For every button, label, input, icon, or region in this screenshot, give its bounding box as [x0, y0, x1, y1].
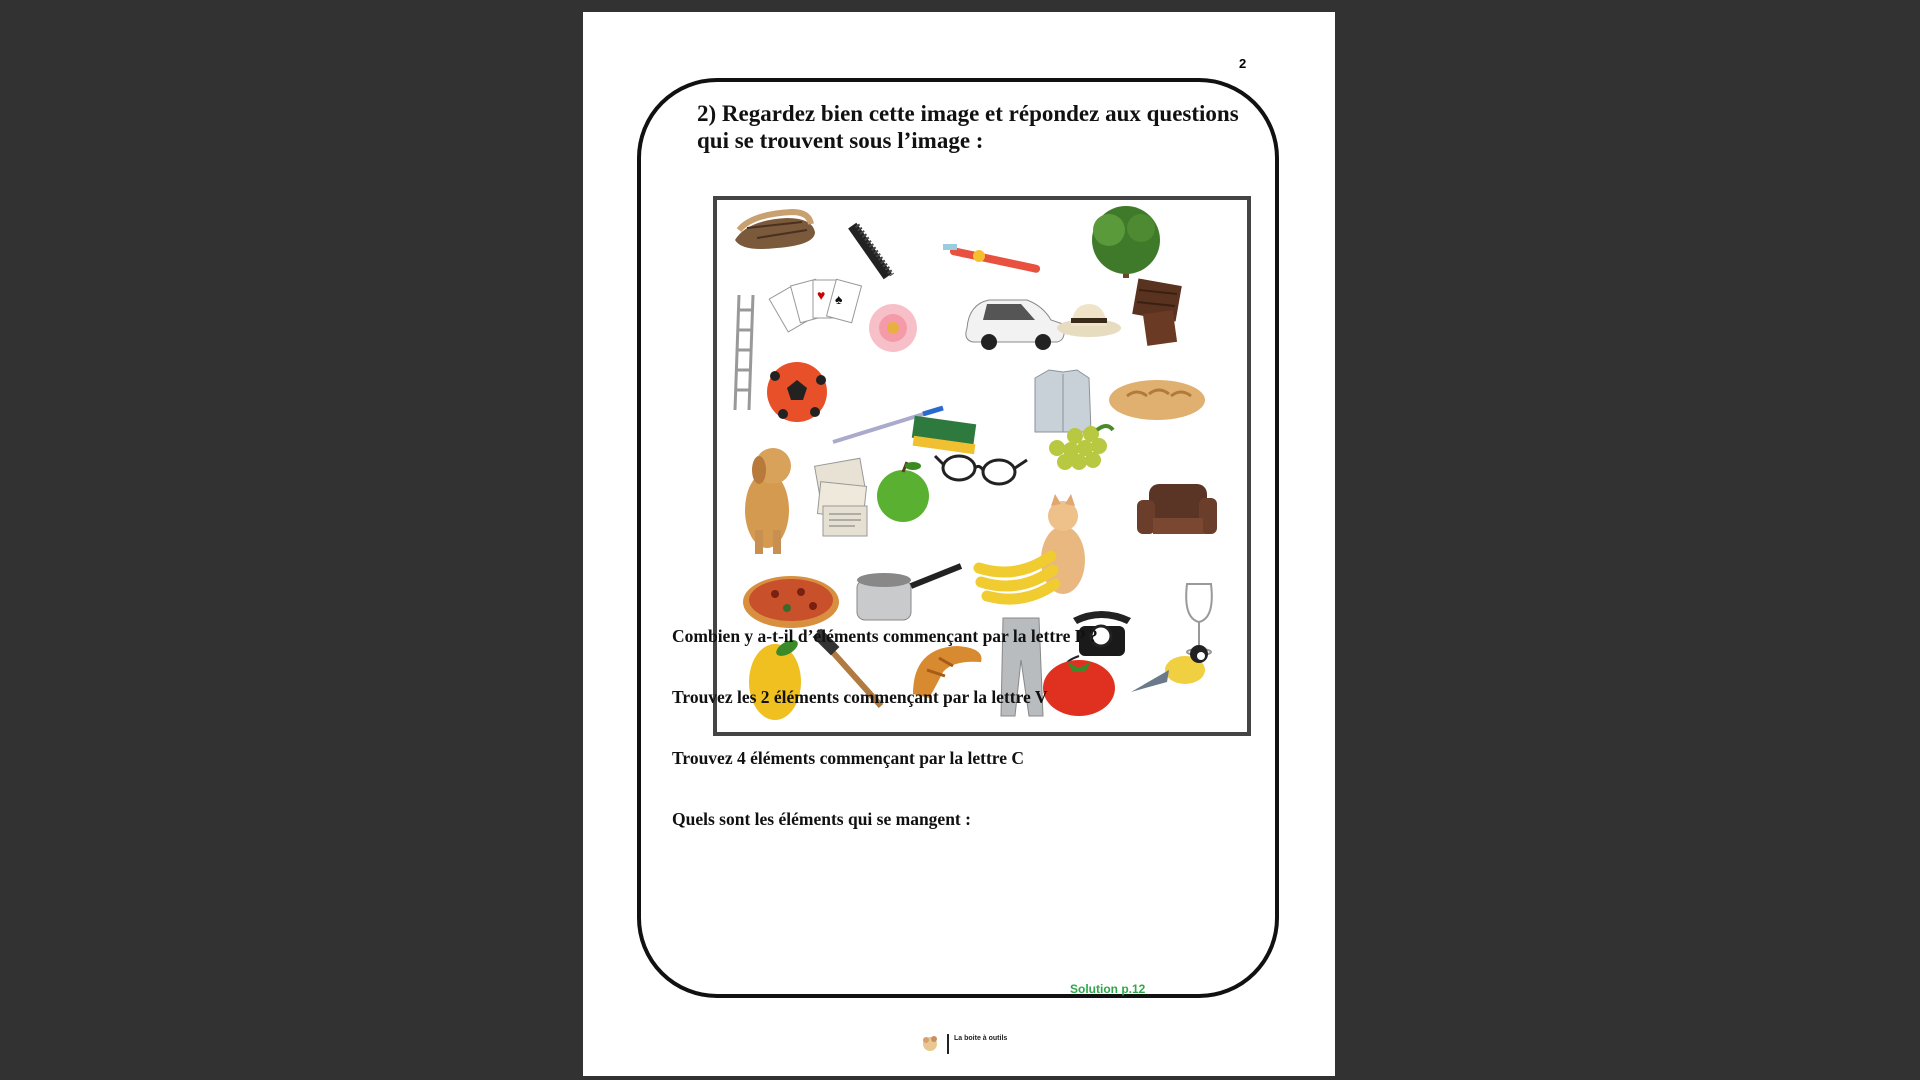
glasses-icon	[935, 456, 1027, 484]
apple-icon	[877, 462, 929, 522]
slippers-icon	[735, 212, 815, 249]
newspapers-icon	[815, 458, 867, 536]
dog-icon	[745, 448, 791, 554]
exercise-heading	[697, 100, 1257, 154]
object-picture	[713, 196, 1251, 736]
heading-line-2: qui se trouvent sous l’image :	[697, 128, 984, 153]
bird-icon	[1131, 645, 1208, 692]
object-illustrations	[717, 200, 1247, 732]
svg-text:♥: ♥	[817, 289, 826, 304]
bread-icon	[1109, 380, 1205, 420]
wine-glass-icon	[1186, 584, 1212, 655]
question-letter-v: Trouvez les 2 éléments commençant par la lettre V	[672, 687, 1048, 707]
comb-icon	[848, 223, 892, 280]
hat-icon	[1057, 304, 1121, 337]
flower-icon	[869, 304, 917, 352]
brand-logo-icon	[921, 1032, 955, 1056]
ladder-icon	[735, 295, 753, 410]
question-food: Quels sont les éléments qui se mangent :	[672, 809, 971, 829]
bananas-icon	[979, 556, 1055, 599]
heading-line-1: 2) Regardez bien cette image et répondez aux questions	[697, 101, 1239, 126]
tree-icon	[1092, 206, 1160, 278]
armchair-icon	[1137, 484, 1217, 534]
solution-link[interactable]: Solution p.12	[1070, 982, 1146, 996]
pizza-icon	[743, 576, 839, 628]
question-letter-c: Trouvez 4 éléments commençant par la lettre C	[672, 748, 1025, 768]
page-number: 2	[1239, 56, 1247, 71]
document-page	[583, 12, 1335, 1076]
question-letter-p: Combien y a-t-il d’éléments commençant par la lettre P ?	[672, 626, 1098, 646]
grapes-icon	[1049, 426, 1113, 470]
car-icon	[966, 300, 1064, 350]
shirt-icon	[1035, 370, 1091, 432]
saucepan-icon	[857, 566, 961, 620]
toothbrush-icon	[943, 244, 1041, 273]
tomato-icon	[1043, 660, 1115, 716]
svg-text:♠: ♠	[835, 293, 843, 308]
chocolate-icon	[1132, 278, 1182, 345]
footer-brand-text: La boite à outils	[954, 1035, 1008, 1042]
football-icon	[767, 362, 827, 422]
sponge-icon	[912, 416, 976, 454]
playing-cards-icon	[769, 279, 861, 332]
